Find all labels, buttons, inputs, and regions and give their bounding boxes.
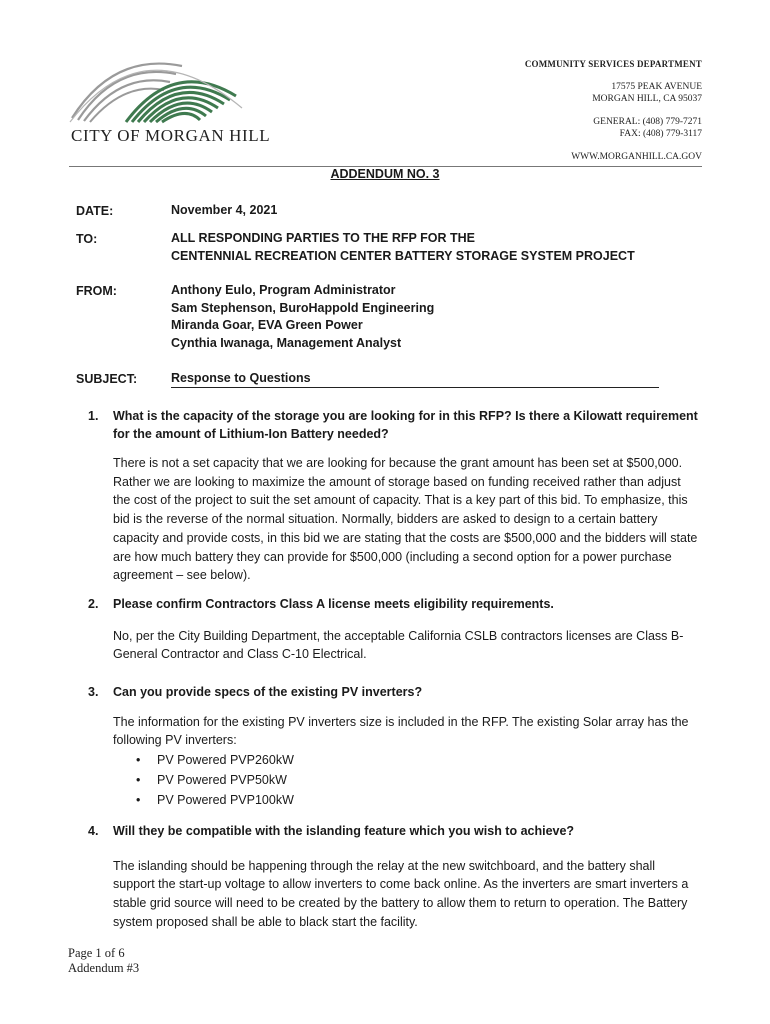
answer-3 <box>113 713 700 810</box>
subject-label: SUBJECT: <box>76 372 138 386</box>
address-city: MORGAN HILL, CA 95037 <box>592 94 702 104</box>
page-number: Page 1 of 6 <box>68 946 125 960</box>
page-footer <box>68 946 139 976</box>
department-address-block <box>525 58 702 163</box>
to-value <box>171 230 635 265</box>
list-item: • PV Powered PVP260kW <box>136 752 294 767</box>
qa-item-4 <box>88 823 700 931</box>
question-4: 4. Will they be compatible with the islanding feature which you wish to achieve? <box>88 824 575 838</box>
qa-item-1 <box>88 408 700 585</box>
answer-2: No, per the City Building Department, the acceptable California CSLB contractors licenses are Class B-General Contractor and Class C-10 Electrical. <box>113 628 684 662</box>
answer-4: The islanding should be happening through the relay at the new switchboard, and the battery shall support the start-up voltage to allow inverters to come back online. As the inverters are smart inverters a stable grid source will need to be created by the battery to allow them to return to operation. The Battery system proposed shall be able to black start the facility. <box>113 858 689 929</box>
to-line: CENTENNIAL RECREATION CENTER BATTERY STORAGE SYSTEM PROJECT <box>171 248 635 263</box>
phone-fax: FAX: (408) 779-3117 <box>619 129 702 139</box>
phone-general: GENERAL: (408) 779-7271 <box>593 117 702 127</box>
from-line: Cynthia Iwanaga, Management Analyst <box>171 335 402 350</box>
answer-1: There is not a set capacity that we are looking for because the grant amount has been set at $500,000. Rather we are looking to maximize the amount of storage based on funding received rather than adjust the cost of the project to suit the set amount of capacity. That is a key part of this bid. To emphasize, this bid is the reverse of the normal situation. Normally, bidders are asked to design to a certain battery capacity and provide costs, in this bid we are stating that the costs are $500,000 and the bidders will state are how much battery they can provide for $500,000 (including a second option for a power purchase agreement – see below). <box>113 456 698 583</box>
qa-item-2 <box>88 596 700 664</box>
department-name: COMMUNITY SERVICES DEPARTMENT <box>524 59 702 69</box>
question-3: 3. Can you provide specs of the existing PV inverters? <box>88 685 423 699</box>
question-2: 2. Please confirm Contractors Class A license meets eligibility requirements. <box>88 597 554 611</box>
address-street: 17575 PEAK AVENUE <box>611 82 702 92</box>
to-label: TO: <box>76 232 98 246</box>
from-value <box>171 282 434 352</box>
question-1: 1. What is the capacity of the storage you are looking for in this RFP? Is there a Kilowatt requirement for the amount of Lithium-Ion Battery needed? <box>88 409 698 441</box>
morgan-hill-logo-icon <box>64 56 249 124</box>
date-value: November 4, 2021 <box>171 203 278 217</box>
inverter-list <box>113 750 700 810</box>
city-name: CITY OF MORGAN HILL <box>71 126 271 145</box>
website-link[interactable]: WWW.MORGANHILL.CA.GOV <box>571 152 702 162</box>
date-label: DATE: <box>76 204 114 218</box>
qa-item-3 <box>88 684 700 810</box>
from-line: Sam Stephenson, BuroHappold Engineering <box>171 300 435 315</box>
subject-underline <box>171 387 659 388</box>
from-line: Anthony Eulo, Program Administrator <box>171 283 396 297</box>
city-logo <box>64 56 271 146</box>
addendum-title: ADDENDUM NO. 3 <box>330 167 440 181</box>
footer-addendum: Addendum #3 <box>68 961 140 975</box>
list-item: • PV Powered PVP50kW <box>136 772 287 787</box>
list-item: • PV Powered PVP100kW <box>136 792 294 807</box>
to-line: ALL RESPONDING PARTIES TO THE RFP FOR THE <box>171 231 475 245</box>
answer-3-text: The information for the existing PV inverters size is included in the RFP. The existing Solar array has the following PV inverters: <box>113 714 689 748</box>
from-label: FROM: <box>76 284 117 298</box>
subject-value: Response to Questions <box>171 371 311 385</box>
from-line: Miranda Goar, EVA Green Power <box>171 318 363 332</box>
